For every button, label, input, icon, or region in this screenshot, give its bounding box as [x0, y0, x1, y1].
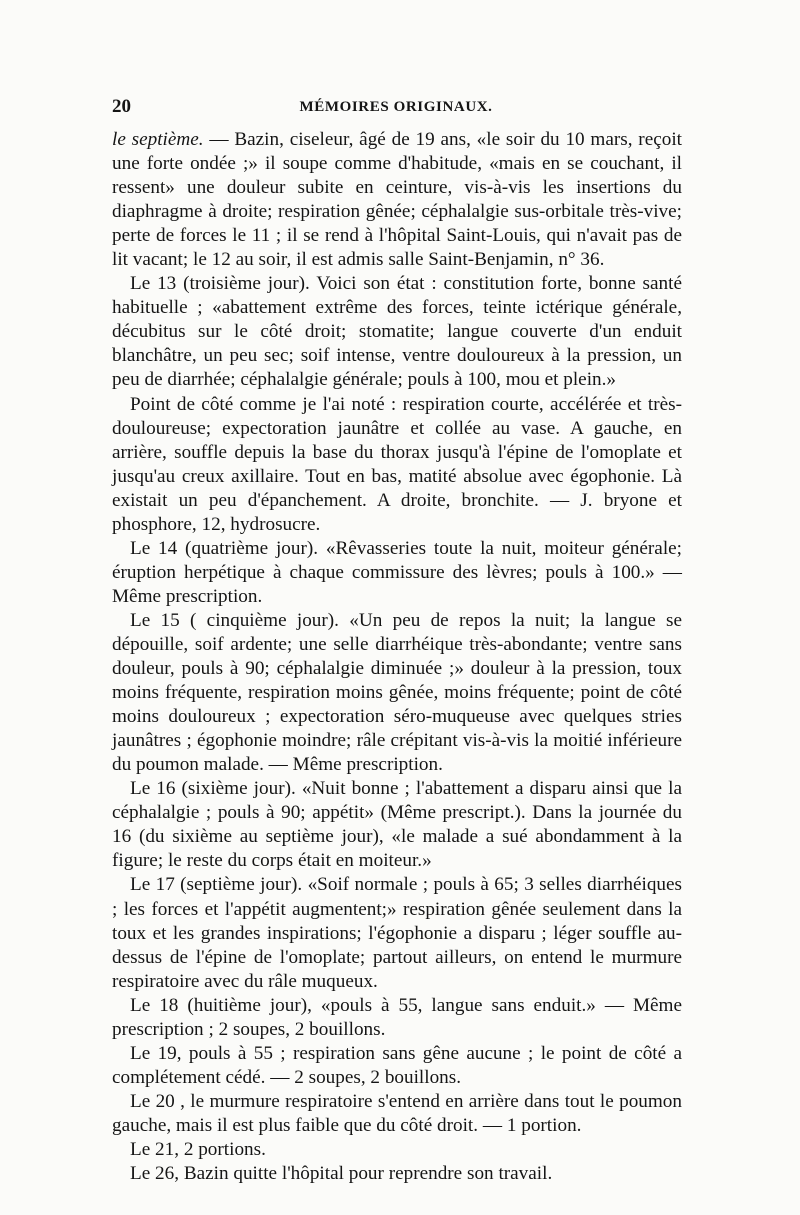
- paragraph-9: Le 19, pouls à 55 ; respiration sans gêne aucune ; le point de côté a complétement cédé. — 2 soupes, 2 bouillons.: [112, 1042, 682, 1088]
- paragraph-10: Le 20 , le murmure respiratoire s'entend en arrière dans tout le poumon gauche, mais il est plus faible que du côté droit. — 1 portion.: [112, 1090, 682, 1136]
- page-number: 20: [112, 96, 131, 117]
- paragraph-3: Point de côté comme je l'ai noté : respiration courte, accélérée et très-douloureuse; expectoration jaunâtre et collée au vase. A gauche, en arrière, souffle depuis la base du thorax jusqu'à l'épine de l'omoplate et jusqu'au creux axillaire. Tout en bas, matité absolue avec égophonie. Là existait un peu d'épanchement. A droite, bronchite. — J. bryone et phosphore, 12, hydrosucre.: [112, 393, 682, 535]
- paragraph-2: Le 13 (troisième jour). Voici son état : constitution forte, bonne santé habituelle ; «abattement extrême des forces, teinte ictérique générale, décubitus sur le côté droit; stomatite; langue couverte d'un enduit blanchâtre, un peu sec; soif intense, ventre douloureux à la pression, un peu de diarrhée; céphalalgie générale; pouls à 100, mou et plein.»: [112, 273, 682, 391]
- paragraph-12: Le 26, Bazin quitte l'hôpital pour reprendre son travail.: [130, 1163, 553, 1185]
- paragraph-11: Le 21, 2 portions.: [130, 1138, 266, 1160]
- opening-italic: le septième.: [112, 129, 204, 150]
- paragraph-4: Le 14 (quatrième jour). «Rêvasseries toute la nuit, moiteur générale; éruption herpétique à chaque commissure des lèvres; pouls à 100.» — Même prescription.: [112, 537, 682, 607]
- paragraph-8: Le 18 (huitième jour), «pouls à 55, langue sans enduit.» — Même prescription ; 2 soupes, 2 bouillons.: [112, 994, 682, 1040]
- running-title: MÉMOIRES ORIGINAUX.: [299, 99, 493, 115]
- paragraph-6: Le 16 (sixième jour). «Nuit bonne ; l'abattement a disparu ainsi que la céphalalgie ; pouls à 90; appétit» (Même prescript.). Dans la journée du 16 (du sixième au septième jour), «le malade a sué abondamment à la figure; le reste du corps était en moiteur.»: [112, 778, 682, 872]
- paragraph-1: [112, 128, 682, 272]
- paragraph-1-text: — Bazin, ciseleur, âgé de 19 ans, «le soir du 10 mars, reçoit une forte ondée ;» il soupe comme d'habitude, «mais en se couchant, il ressent» une douleur subite en ceinture, vis-à-vis les insertions du diaphragme à droite; respiration gênée; céphalalgie sus-orbitale très-vive; perte de forces le 11 ; il se rend à l'hôpital Saint-Louis, qui n'avait pas de lit vacant; le 12 au soir, il est admis salle Saint-Benjamin, n° 36.: [112, 129, 682, 271]
- running-head: [112, 96, 680, 124]
- paragraph-5: Le 15 ( cinquième jour). «Un peu de repos la nuit; la langue se dépouille, soif ardente; une selle diarrhéique très-abondante; ventre sans douleur, pouls à 90; céphalalgie diminuée ;» douleur à la pression, toux moins fréquente, respiration moins gênée, moins fréquente; point de côté moins douloureux ; expectoration séro-muqueuse avec quelques stries jaunâtres ; égophonie moindre; râle crépitant vis-à-vis la moitié inférieure du poumon malade. — Même prescription.: [112, 609, 682, 776]
- paragraph-7: Le 17 (septième jour). «Soif normale ; pouls à 65; 3 selles diarrhéiques ; les forces et l'appétit augmentent;» respiration gênée seulement dans la toux et les grandes inspirations; l'égophonie a disparu ; léger souffle au-dessus de l'épine de l'omoplate; partout ailleurs, on entend le murmure respiratoire avec du râle muqueux.: [112, 874, 682, 992]
- body-text: [112, 128, 682, 1186]
